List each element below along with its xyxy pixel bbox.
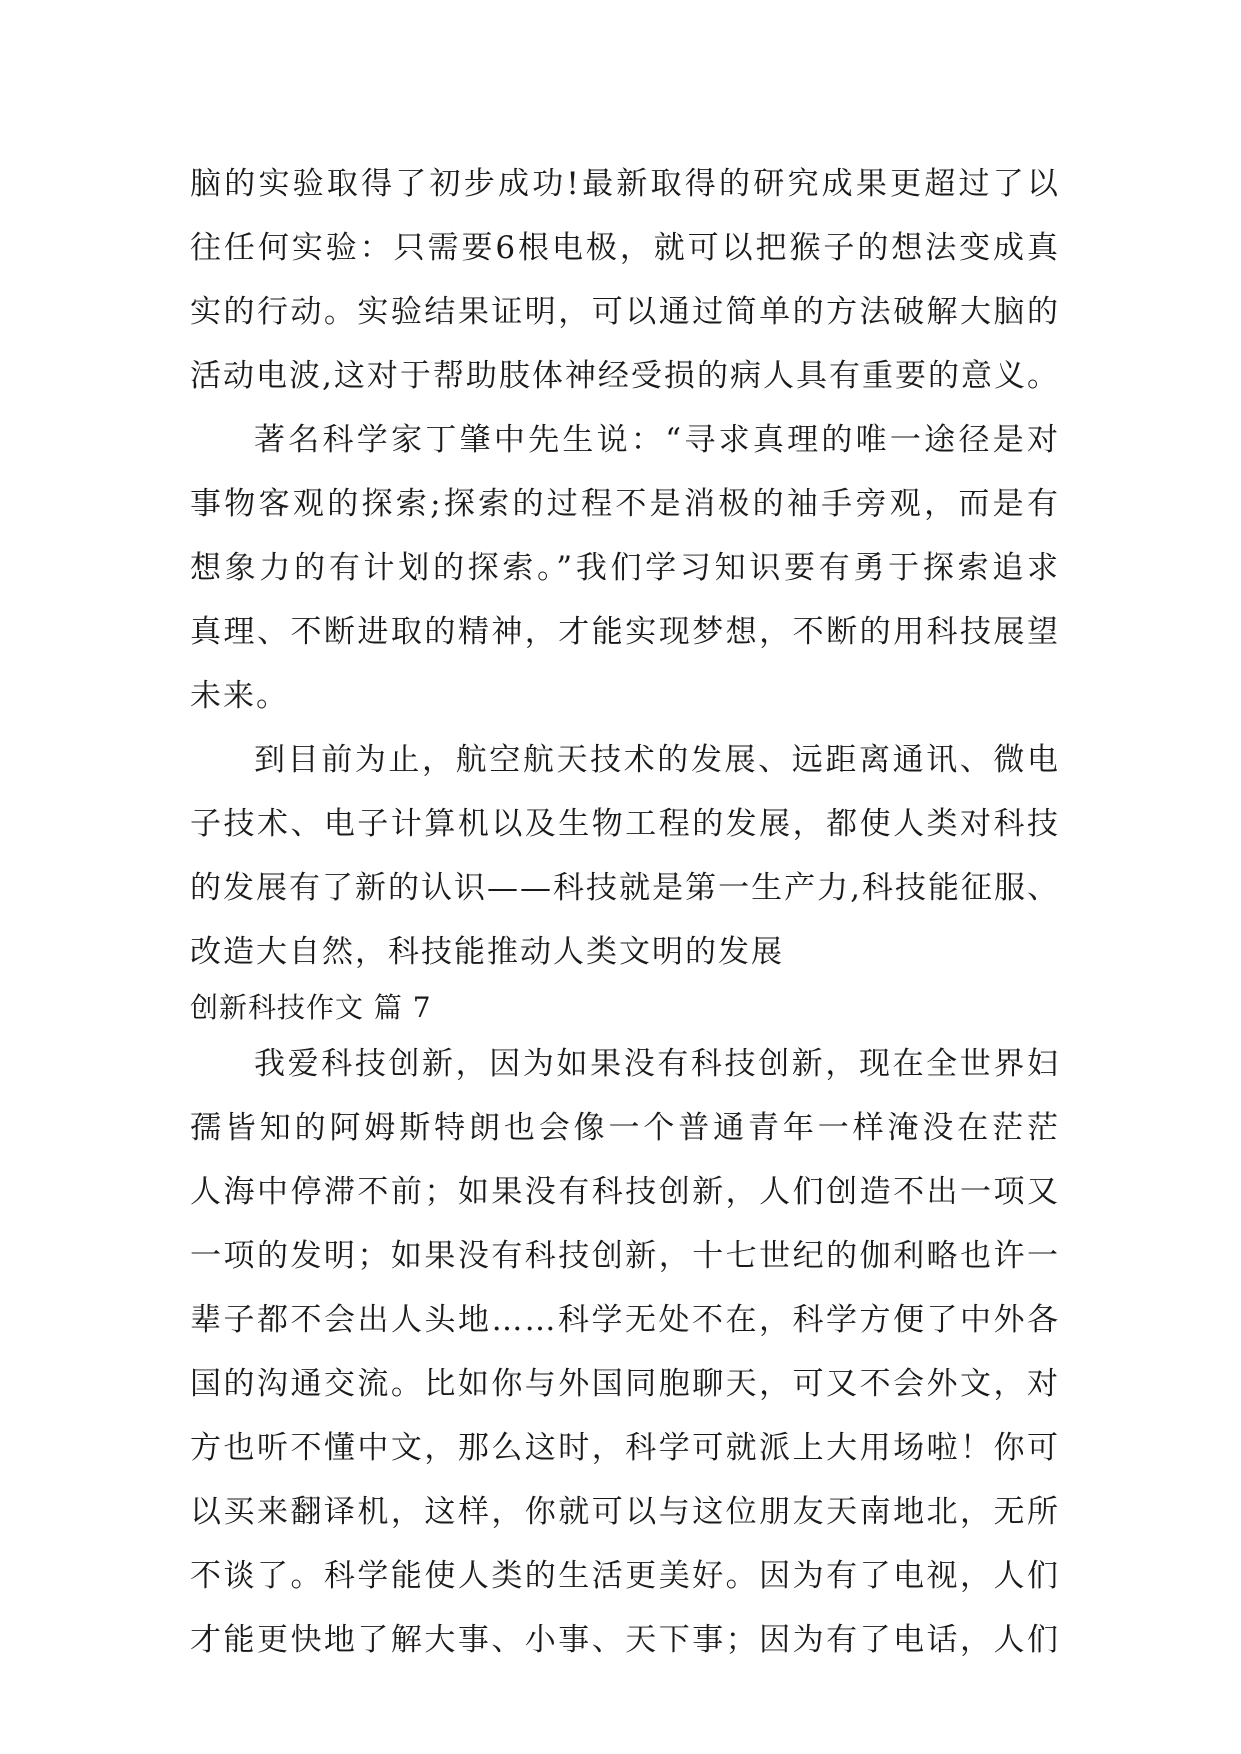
text-line: 著名科学家丁肇中先生说：“寻求真理的唯一途径是对 [254, 422, 1060, 458]
text-line: 方也听不懂中文，那么这时，科学可就派上大用场啦！你可 [190, 1430, 1060, 1466]
text-line: 国的沟通交流。比如你与外国同胞聊天，可又不会外文，对 [190, 1366, 1060, 1402]
text-line: 事物客观的探索;探索的过程不是消极的袖手旁观，而是有 [190, 486, 1060, 522]
text-line: 不谈了。科学能使人类的生活更美好。因为有了电视，人们 [190, 1558, 1060, 1594]
text-line: 辈子都不会出人头地……科学无处不在，科学方便了中外各 [190, 1302, 1060, 1338]
paragraph-4 [190, 1032, 1060, 1672]
text-line: 子技术、电子计算机以及生物工程的发展，都使人类对科技 [190, 806, 1060, 842]
text-line: 想象力的有计划的探索。”我们学习知识要有勇于探索追求 [190, 550, 1060, 586]
text-line: 我爱科技创新，因为如果没有科技创新，现在全世界妇 [254, 1046, 1060, 1082]
section-heading: 创新科技作文 篇 7 [190, 991, 432, 1024]
text-line: 实的行动。实验结果证明，可以通过简单的方法破解大脑的 [190, 294, 1060, 330]
text-line: 一项的发明；如果没有科技创新，十七世纪的伽利略也许一 [190, 1238, 1060, 1274]
text-line: 改造大自然，科技能推动人类文明的发展 [190, 934, 784, 970]
text-line: 未来。 [190, 678, 289, 714]
text-line: 才能更快地了解大事、小事、天下事；因为有了电话，人们 [190, 1622, 1060, 1658]
text-line: 的发展有了新的认识——科技就是第一生产力,科技能征服、 [190, 870, 1060, 906]
text-line: 活动电波,这对于帮助肢体神经受损的病人具有重要的意义。 [190, 358, 1060, 394]
text-line: 人海中停滞不前；如果没有科技创新，人们创造不出一项又 [190, 1174, 1060, 1210]
paragraph-3 [190, 728, 1060, 984]
text-line: 往任何实验：只需要6根电极，就可以把猴子的想法变成真 [190, 230, 1060, 266]
paragraph-1 [190, 152, 1060, 408]
article-body [190, 152, 1060, 1672]
text-line: 孺皆知的阿姆斯特朗也会像一个普通青年一样淹没在茫茫 [190, 1110, 1060, 1146]
text-line: 以买来翻译机，这样，你就可以与这位朋友天南地北，无所 [190, 1494, 1060, 1530]
paragraph-2 [190, 408, 1060, 728]
text-line: 到目前为止，航空航天技术的发展、远距离通讯、微电 [254, 742, 1060, 778]
text-line: 脑的实验取得了初步成功!最新取得的研究成果更超过了以 [190, 166, 1060, 202]
text-line: 真理、不断进取的精神，才能实现梦想，不断的用科技展望 [190, 614, 1060, 650]
